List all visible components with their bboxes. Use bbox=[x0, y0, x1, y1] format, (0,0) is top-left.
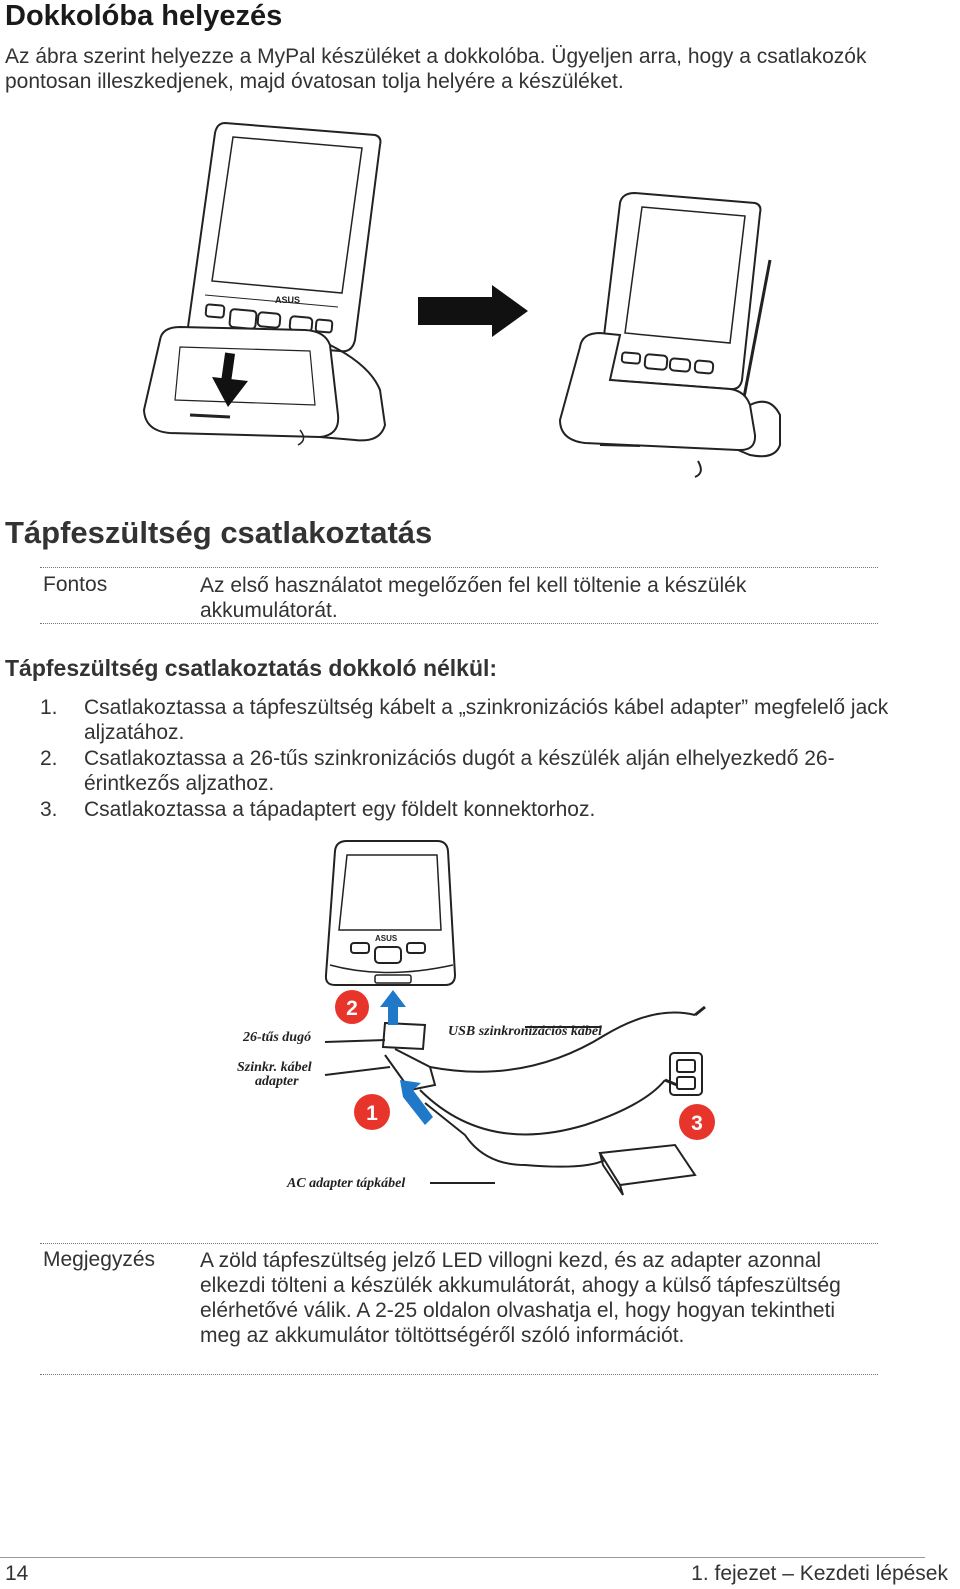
step-number: 2. bbox=[40, 747, 58, 770]
step-badge-2 bbox=[335, 990, 369, 1024]
svg-text:3: 3 bbox=[691, 1112, 703, 1135]
step-text: Csatlakoztassa a 26-tűs szinkronizációs dugót a készülék alján elhelyezkedő 26-érintkezős aljzathoz. bbox=[84, 747, 835, 795]
step-number: 3. bbox=[40, 798, 58, 821]
intro-paragraph: Az ábra szerint helyezze a MyPal készüléket a dokkolóba. Ügyeljen arra, hogy a csatlakozók pontosan illeszkedjenek, majd óvatosan tolja helyére a készüléket. bbox=[5, 45, 867, 93]
page-title: Dokkolóba helyezés bbox=[5, 0, 283, 32]
remark-label: Megjegyzés bbox=[43, 1248, 156, 1271]
page-number: 14 bbox=[5, 1562, 29, 1585]
step-text: Csatlakoztassa a tápadaptert egy földelt konnektorhoz. bbox=[84, 798, 596, 821]
ac-power-cable bbox=[420, 1080, 665, 1134]
ac-adapter-brick bbox=[600, 1145, 695, 1185]
svg-text:1: 1 bbox=[366, 1102, 378, 1125]
wall-outlet bbox=[670, 1053, 702, 1095]
label-sync-adapter-line2: adapter bbox=[255, 1074, 299, 1089]
note-bottom-rule bbox=[40, 623, 878, 624]
subsection-title: Tápfeszültség csatlakoztatás dokkoló nélkül: bbox=[5, 655, 498, 681]
list-item bbox=[40, 695, 900, 745]
step-badge-1 bbox=[354, 1094, 390, 1130]
brand-logo: ASUS bbox=[375, 934, 398, 943]
chapter-title: 1. fejezet – Kezdeti lépések bbox=[691, 1562, 948, 1585]
important-text: Az első használatot megelőzően fel kell töltenie a készülék akkumulátorát. bbox=[200, 574, 747, 622]
note-top-rule bbox=[40, 567, 878, 568]
insert-arrow-up bbox=[380, 990, 406, 1025]
step-badge-3 bbox=[679, 1104, 715, 1140]
important-label: Fontos bbox=[43, 573, 108, 596]
docking-illustration bbox=[130, 115, 810, 485]
list-item bbox=[40, 746, 900, 796]
remark-bottom-rule bbox=[40, 1374, 878, 1375]
usb-sync-cable bbox=[430, 1013, 695, 1072]
label-sync-adapter-line1: Szinkr. kábel bbox=[237, 1060, 312, 1075]
step-text: Csatlakoztassa a tápfeszültség kábelt a „szinkronizációs kábel adapter” megfelelő jack aljzatához. bbox=[84, 696, 889, 744]
pda-device-left bbox=[188, 123, 380, 351]
svg-text:2: 2 bbox=[346, 997, 358, 1020]
cable-connection-illustration bbox=[225, 835, 745, 1210]
remark-top-rule bbox=[40, 1243, 878, 1244]
list-item bbox=[40, 797, 900, 822]
step-list bbox=[40, 695, 900, 823]
remark-text: A zöld tápfeszültség jelző LED villogni kezd, és az adapter azonnal elkezdi tölteni a készülék akkumulátorát, ahogy a külső tápfeszültség elérhetővé válik. A 2-25 oldalon olvashatja el, hogy hogyan tekintheti meg az akkumulátor töltöttségéről szóló információt. bbox=[200, 1249, 841, 1347]
right-arrow bbox=[418, 285, 528, 337]
label-usb-sync-cable: USB szinkronizációs kábel bbox=[448, 1024, 603, 1039]
label-26-pin-plug: 26-tűs dugó bbox=[243, 1030, 312, 1045]
brand-logo: ASUS bbox=[275, 295, 301, 305]
section-title: Tápfeszültség csatlakoztatás bbox=[5, 515, 433, 550]
sync-plug bbox=[383, 1023, 435, 1090]
step-number: 1. bbox=[40, 696, 58, 719]
footer-rule bbox=[0, 1557, 925, 1558]
label-ac-power-cable: AC adapter tápkábel bbox=[287, 1176, 406, 1191]
pda-device bbox=[326, 841, 455, 985]
